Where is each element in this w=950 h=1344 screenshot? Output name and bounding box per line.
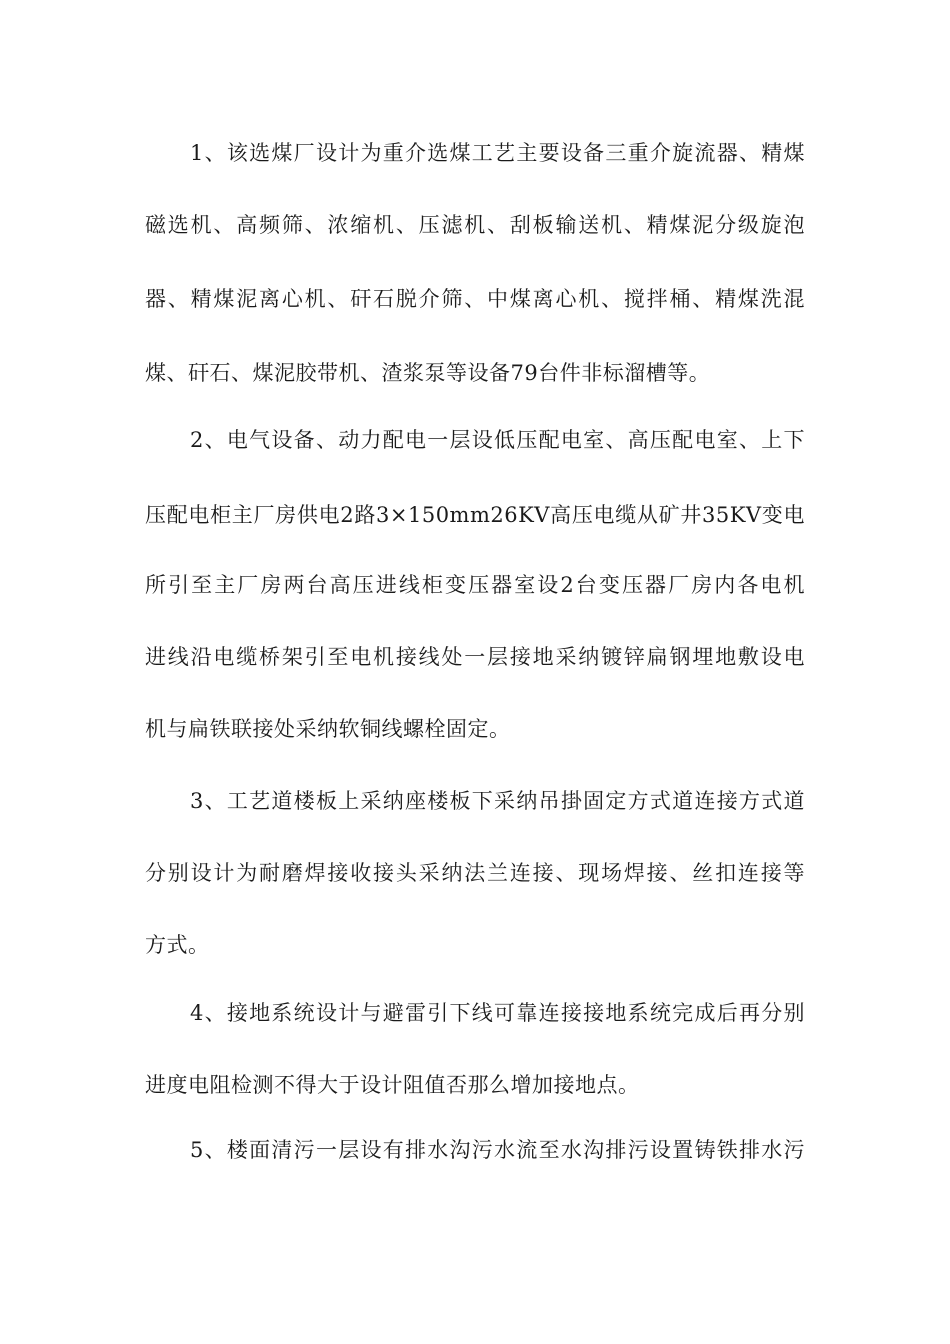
paragraph-1-line-2: 磁选机、高频筛、浓缩机、压滤机、刮板输送机、精煤泥分级旋泡 [145,213,805,237]
paragraph-2-line-5: 机与扁铁联接处采纳软铜线螺栓固定。 [145,717,511,741]
paragraph-1-line-4: 煤、矸石、煤泥胶带机、渣浆泵等设备79台件非标溜槽等。 [145,361,711,385]
paragraph-2-line-1: 2、电气设备、动力配电一层设低压配电室、高压配电室、上下 [190,428,805,452]
paragraph-1-line-1: 1、该选煤厂设计为重介选煤工艺主要设备三重介旋流器、精煤 [190,141,805,165]
paragraph-1-line-3: 器、精煤泥离心机、矸石脱介筛、中煤离心机、搅拌桶、精煤洗混 [145,287,805,311]
paragraph-3-line-3: 方式。 [145,933,210,957]
paragraph-2-line-3: 所引至主厂房两台高压进线柜变压器室设2台变压器厂房内各电机 [145,573,805,597]
paragraph-2-line-2: 压配电柜主厂房供电2路3×150mm26KV高压电缆从矿井35KV变电 [145,503,805,527]
paragraph-3-line-2: 分别设计为耐磨焊接收接头采纳法兰连接、现场焊接、丝扣连接等 [145,861,805,885]
paragraph-3-line-1: 3、工艺道楼板上采纳座楼板下采纳吊掛固定方式道连接方式道 [190,789,805,813]
paragraph-2-line-4: 进线沿电缆桥架引至电机接线处一层接地采纳镀锌扁钢埋地敷设电 [145,645,805,669]
paragraph-5-line-1: 5、楼面清污一层设有排水沟污水流至水沟排污设置铸铁排水污 [190,1138,805,1162]
paragraph-4-line-1: 4、接地系统设计与避雷引下线可靠连接接地系统完成后再分别 [190,1001,805,1025]
paragraph-4-line-2: 进度电阻检测不得大于设计阻值否那么增加接地点。 [145,1073,640,1097]
